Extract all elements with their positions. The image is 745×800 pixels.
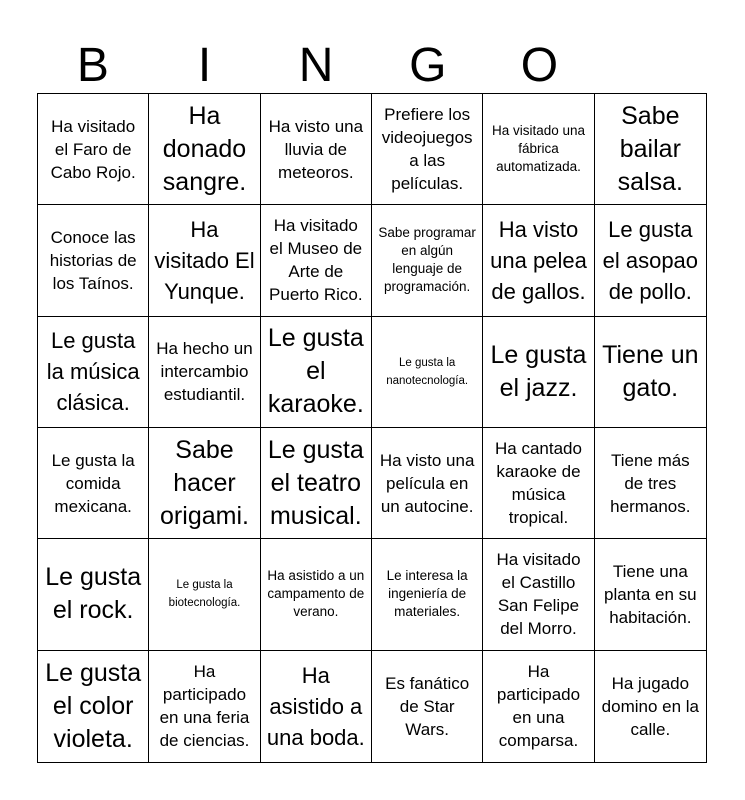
bingo-cell-text: Le gusta la música clásica. <box>46 328 140 416</box>
bingo-cell-text: Ha visto una pelea de gallos. <box>490 216 587 304</box>
bingo-cell-text: Le gusta el asopao de pollo. <box>602 216 699 304</box>
bingo-cell-text: Sabe bailar salsa. <box>617 101 683 196</box>
header-letter-b: B <box>76 39 109 92</box>
bingo-cell[interactable] <box>261 317 372 428</box>
bingo-cell-text: Ha visitado una fábrica automatizada. <box>491 123 586 175</box>
bingo-cell[interactable] <box>149 428 260 539</box>
bingo-cell[interactable] <box>483 428 594 539</box>
bingo-cell[interactable] <box>483 94 594 205</box>
header-letter-o: O <box>520 39 559 92</box>
bingo-cell[interactable] <box>38 428 149 539</box>
bingo-cell[interactable] <box>149 651 260 762</box>
bingo-cell-text: Ha cantado karaoke de música tropical. <box>495 439 582 528</box>
bingo-cell-text: Ha hecho un intercambio estudiantil. <box>156 339 253 405</box>
bingo-cell-text: Ha jugado domino en la calle. <box>601 673 699 739</box>
bingo-cell[interactable] <box>38 94 149 205</box>
bingo-cell-text: Tiene un gato. <box>602 340 699 402</box>
bingo-cell[interactable] <box>149 317 260 428</box>
bingo-cell[interactable] <box>595 539 706 650</box>
bingo-cell[interactable] <box>595 205 706 316</box>
bingo-cell[interactable] <box>595 428 706 539</box>
bingo-cell[interactable] <box>38 317 149 428</box>
bingo-cell-text: Tiene una planta en su habitación. <box>604 561 697 627</box>
bingo-cell[interactable] <box>149 94 260 205</box>
bingo-cell-text: Sabe hacer origami. <box>160 435 249 530</box>
bingo-cell-text: Es fanático de Star Wars. <box>385 673 470 739</box>
bingo-cell[interactable] <box>595 94 706 205</box>
bingo-cell-text: Ha visitado el Castillo San Felipe del Morro. <box>496 550 581 639</box>
bingo-cell-text: Ha visitado El Yunque. <box>154 216 255 304</box>
bingo-header <box>37 38 707 94</box>
bingo-cell-text: Ha participado en una feria de ciencias. <box>159 662 250 751</box>
header-letter-i: I <box>197 39 212 92</box>
bingo-cell-text: Le gusta el jazz. <box>490 340 587 402</box>
bingo-cell-text: Ha donado sangre. <box>162 101 247 196</box>
bingo-cell[interactable] <box>595 651 706 762</box>
bingo-cell[interactable] <box>483 205 594 316</box>
bingo-cell[interactable] <box>261 428 372 539</box>
bingo-cell-text: Le gusta la nanotecnología. <box>386 356 469 387</box>
bingo-cell-text: Conoce las historias de los Taínos. <box>49 227 137 293</box>
bingo-cell-text: Sabe programar en algún lenguaje de programación. <box>378 225 476 295</box>
bingo-cell-text: Le gusta el rock. <box>45 563 142 625</box>
bingo-cell-text: Ha participado en una comparsa. <box>496 662 581 751</box>
bingo-cell-text: Ha visto una lluvia de meteoros. <box>268 116 364 182</box>
bingo-cell-text: Ha asistido a un campamento de verano. <box>267 568 365 620</box>
bingo-cell-text: Ha visitado el Faro de Cabo Rojo. <box>50 116 136 182</box>
bingo-cell[interactable] <box>372 651 483 762</box>
bingo-cell[interactable] <box>261 94 372 205</box>
bingo-cell[interactable] <box>261 205 372 316</box>
bingo-cell-text: Tiene más de tres hermanos. <box>610 450 691 516</box>
header-letter-g: G <box>409 39 447 92</box>
bingo-cell-text: Le gusta el teatro musical. <box>267 435 364 530</box>
header-letter-n: N <box>298 39 334 92</box>
bingo-cell-text: Le gusta el karaoke. <box>267 324 364 419</box>
bingo-cell[interactable] <box>38 205 149 316</box>
bingo-cell[interactable] <box>261 651 372 762</box>
bingo-cell-text: Ha visitado el Museo de Arte de Puerto Rico. <box>269 216 363 305</box>
bingo-cell[interactable] <box>372 205 483 316</box>
bingo-cell-text: Le gusta la comida mexicana. <box>51 450 135 516</box>
bingo-cell[interactable] <box>149 205 260 316</box>
bingo-cell[interactable] <box>149 539 260 650</box>
bingo-cell[interactable] <box>38 651 149 762</box>
bingo-cell-text: Prefiere los videojuegos a las películas. <box>381 105 473 194</box>
bingo-cell[interactable] <box>372 428 483 539</box>
bingo-cell[interactable] <box>483 317 594 428</box>
bingo-cell-text: Ha asistido a una boda. <box>266 662 365 750</box>
bingo-cell[interactable] <box>372 94 483 205</box>
bingo-cell[interactable] <box>261 539 372 650</box>
bingo-cell-text: Ha visto una película en un autocine. <box>379 450 475 516</box>
bingo-cell[interactable] <box>372 539 483 650</box>
bingo-cell[interactable] <box>483 539 594 650</box>
bingo-cell-text: Le interesa la ingeniería de materiales. <box>386 568 468 620</box>
bingo-cell-text: Le gusta el color violeta. <box>45 658 142 753</box>
bingo-cell-text: Le gusta la biotecnología. <box>168 579 241 610</box>
bingo-cell[interactable] <box>38 539 149 650</box>
bingo-cell[interactable] <box>483 651 594 762</box>
bingo-cell[interactable] <box>372 317 483 428</box>
bingo-cell[interactable] <box>595 317 706 428</box>
bingo-grid <box>37 93 707 763</box>
